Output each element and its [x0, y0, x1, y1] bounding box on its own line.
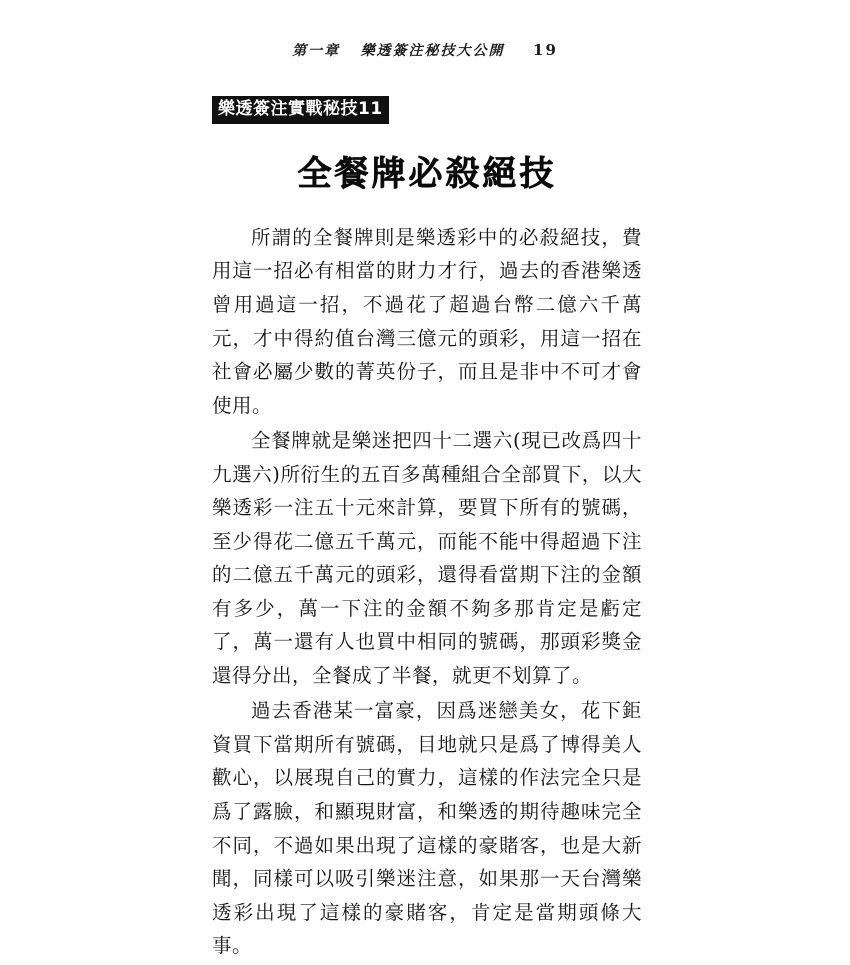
header-chapter-number: 第一章	[292, 43, 341, 59]
section-kicker: 樂透簽注實戰秘技11	[212, 96, 389, 124]
paragraph: 過去香港某一富豪，因爲迷戀美女，花下鉅資買下當期所有號碼，目地就只是爲了博得美人歡心，以展現自己的實力，這樣的作法完全只是爲了露臉，和顯現財富，和樂透的期待趣味完全不同，不過如果出現了這樣的豪賭客，也是大新聞，同樣可以吸引樂迷注意，如果那一天台灣樂透彩出現了這樣的豪賭客，肯定是當期頭條大事。	[212, 699, 642, 958]
paragraph: 所謂的全餐牌則是樂透彩中的必殺絕技，費用這一招必有相當的財力才行，過去的香港樂透曾用過這一招，不過花了超過台幣二億六千萬元，才中得約值台灣三億元的頭彩，用這一招在社會必屬少數的菁英份子，而且是非中不可才會使用。	[212, 225, 642, 417]
header-chapter-title: 樂透簽注秘技大公開	[360, 43, 505, 59]
running-header	[0, 40, 850, 60]
page-number: 19	[533, 41, 558, 59]
article-body	[212, 96, 642, 965]
paragraph: 全餐牌就是樂迷把四十二選六(現已改爲四十九選六)所衍生的五百多萬種組合全部買下，以大樂透彩一注五十元來計算，要買下所有的號碼，至少得花二億五千萬元，而能不能中得超過下注的二億五千萬元的頭彩，還得看當期下注的金額有多少，萬一下注的金額不夠多那肯定是虧定了，萬一還有人也買中相同的號碼，那頭彩獎金還得分出，全餐成了半餐，就更不划算了。	[212, 429, 642, 687]
page-title: 全餐牌必殺絕技	[297, 153, 557, 194]
paragraph-list	[212, 221, 642, 963]
